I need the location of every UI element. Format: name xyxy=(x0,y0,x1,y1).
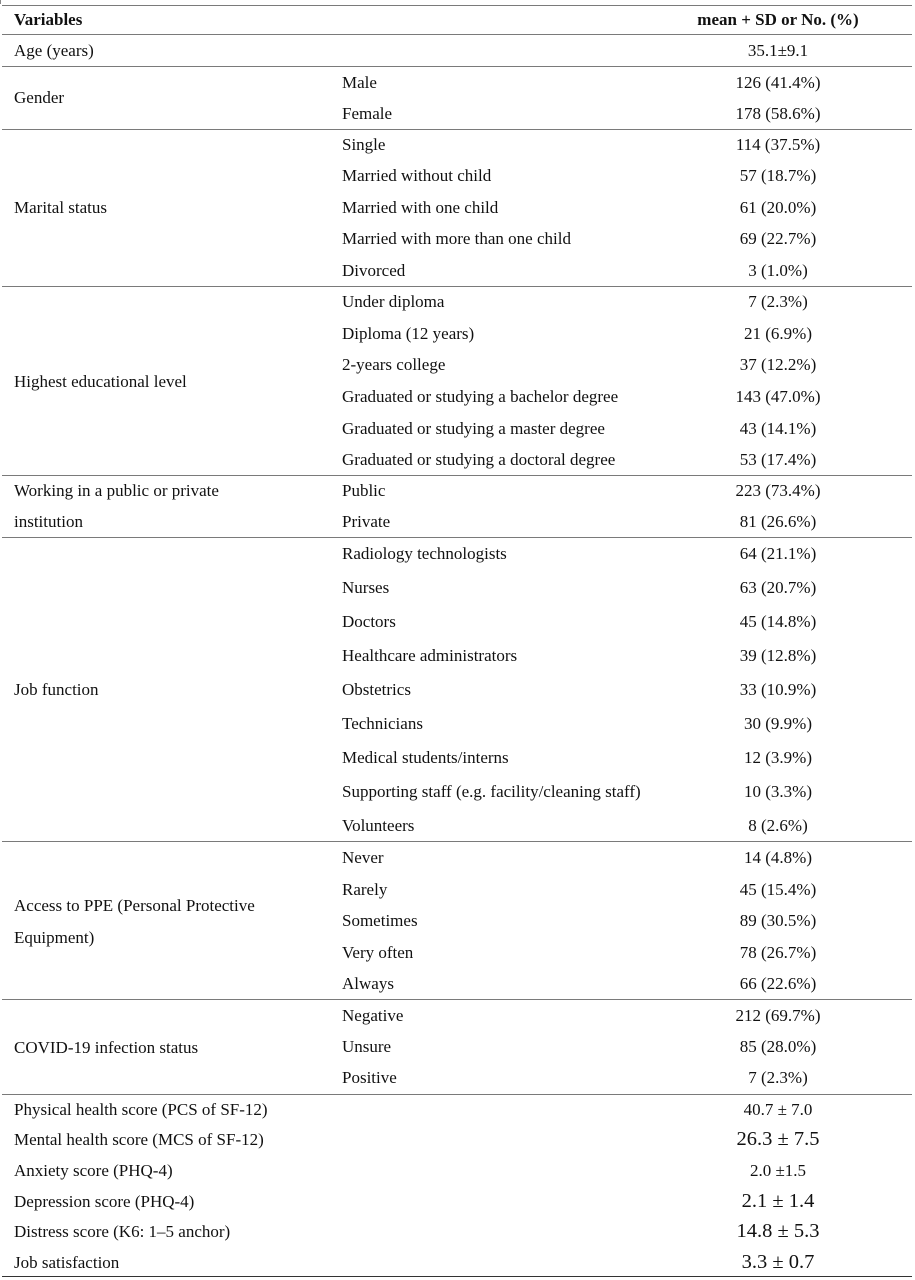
value-job-satisfaction: 3.3 ± 0.7 xyxy=(741,1251,815,1273)
category: Divorced xyxy=(342,261,406,280)
var-anxiety: Anxiety score (PHQ-4) xyxy=(14,1161,173,1180)
header-variables: Variables xyxy=(14,10,83,29)
category: Graduated or studying a bachelor degree xyxy=(342,387,619,406)
var-institution-line2: institution xyxy=(14,512,83,531)
value-mcs: 26.3 ± 7.5 xyxy=(736,1128,820,1150)
category: Graduated or studying a doctoral degree xyxy=(342,450,616,469)
category: Supporting staff (e.g. facility/cleaning staff) xyxy=(342,782,641,801)
value: 14 (4.8%) xyxy=(744,848,812,867)
category: Male xyxy=(342,73,377,92)
var-pcs: Physical health score (PCS of SF-12) xyxy=(14,1100,268,1119)
value: 43 (14.1%) xyxy=(739,419,817,438)
value-age: 35.1±9.1 xyxy=(747,41,809,60)
category: Married with more than one child xyxy=(342,229,571,248)
value: 3 (1.0%) xyxy=(748,261,808,280)
value: 81 (26.6%) xyxy=(739,512,817,531)
header-rule xyxy=(2,34,912,35)
category: Private xyxy=(342,512,391,531)
value: 61 (20.0%) xyxy=(739,198,817,217)
value: 143 (47.0%) xyxy=(735,387,821,406)
var-job-satisfaction: Job satisfaction xyxy=(14,1253,120,1272)
category: Public xyxy=(342,481,386,500)
value: 45 (15.4%) xyxy=(739,880,817,899)
group-rule xyxy=(2,475,912,476)
category: Diploma (12 years) xyxy=(342,324,475,343)
value: 57 (18.7%) xyxy=(739,166,817,185)
var-education: Highest educational level xyxy=(14,372,187,391)
value: 21 (6.9%) xyxy=(744,324,812,343)
category: Female xyxy=(342,104,393,123)
value: 64 (21.1%) xyxy=(739,544,817,563)
category: Obstetrics xyxy=(342,680,411,699)
group-rule xyxy=(2,999,912,1000)
category: Radiology technologists xyxy=(342,544,507,563)
group-rule xyxy=(2,129,912,130)
var-distress: Distress score (K6: 1–5 anchor) xyxy=(14,1222,231,1241)
value: 223 (73.4%) xyxy=(735,481,821,500)
var-institution-line1: Working in a public or private xyxy=(14,481,219,500)
category: Positive xyxy=(342,1068,397,1087)
category: Married with one child xyxy=(342,198,499,217)
value: 53 (17.4%) xyxy=(739,450,817,469)
var-covid-status: COVID-19 infection status xyxy=(14,1038,199,1057)
value: 8 (2.6%) xyxy=(748,816,808,835)
category: Healthcare administrators xyxy=(342,646,518,665)
value: 30 (9.9%) xyxy=(744,714,812,733)
category: Always xyxy=(342,974,394,993)
table-top-rule xyxy=(2,5,912,6)
category: Never xyxy=(342,848,384,867)
value: 178 (58.6%) xyxy=(735,104,821,123)
category: Sometimes xyxy=(342,911,418,930)
top-edge-mark xyxy=(0,0,1,4)
category: Married without child xyxy=(342,166,492,185)
value: 212 (69.7%) xyxy=(735,1006,821,1025)
table-bottom-rule xyxy=(2,1276,912,1277)
value: 33 (10.9%) xyxy=(739,680,817,699)
group-rule xyxy=(2,286,912,287)
var-depression: Depression score (PHQ-4) xyxy=(14,1192,195,1211)
value-depression: 2.1 ± 1.4 xyxy=(741,1190,815,1212)
value: 63 (20.7%) xyxy=(739,578,817,597)
var-ppe-line2: Equipment) xyxy=(14,928,95,947)
category: Under diploma xyxy=(342,292,445,311)
category: Rarely xyxy=(342,880,388,899)
value: 126 (41.4%) xyxy=(735,73,821,92)
value-anxiety: 2.0 ±1.5 xyxy=(749,1161,807,1180)
category: Nurses xyxy=(342,578,390,597)
category: Technicians xyxy=(342,714,423,733)
var-marital-status: Marital status xyxy=(14,198,108,217)
category: Volunteers xyxy=(342,816,415,835)
var-age: Age (years) xyxy=(14,41,94,60)
category: Negative xyxy=(342,1006,404,1025)
category: Very often xyxy=(342,943,414,962)
row-rule xyxy=(2,66,912,67)
var-ppe-line1: Access to PPE (Personal Protective xyxy=(14,896,255,915)
value: 66 (22.6%) xyxy=(739,974,817,993)
category: Single xyxy=(342,135,386,154)
value: 85 (28.0%) xyxy=(739,1037,817,1056)
value: 7 (2.3%) xyxy=(748,1068,808,1087)
value: 12 (3.9%) xyxy=(744,748,812,767)
value: 10 (3.3%) xyxy=(744,782,812,801)
category: Medical students/interns xyxy=(342,748,509,767)
category: Doctors xyxy=(342,612,396,631)
category: 2-years college xyxy=(342,355,446,374)
value-pcs: 40.7 ± 7.0 xyxy=(743,1100,813,1119)
value: 69 (22.7%) xyxy=(739,229,817,248)
header-stat: mean + SD or No. (%) xyxy=(697,10,859,29)
value: 89 (30.5%) xyxy=(739,911,817,930)
var-mcs: Mental health score (MCS of SF-12) xyxy=(14,1130,264,1149)
group-rule xyxy=(2,1094,912,1095)
value: 7 (2.3%) xyxy=(748,292,808,311)
value: 45 (14.8%) xyxy=(739,612,817,631)
value: 37 (12.2%) xyxy=(739,355,817,374)
value: 78 (26.7%) xyxy=(739,943,817,962)
value: 114 (37.5%) xyxy=(735,135,821,154)
category: Graduated or studying a master degree xyxy=(342,419,605,438)
group-rule xyxy=(2,841,912,842)
group-rule xyxy=(2,537,912,538)
category: Unsure xyxy=(342,1037,392,1056)
value-distress: 14.8 ± 5.3 xyxy=(736,1220,820,1242)
var-job-function: Job function xyxy=(14,680,99,699)
var-gender: Gender xyxy=(14,88,65,107)
value: 39 (12.8%) xyxy=(739,646,817,665)
